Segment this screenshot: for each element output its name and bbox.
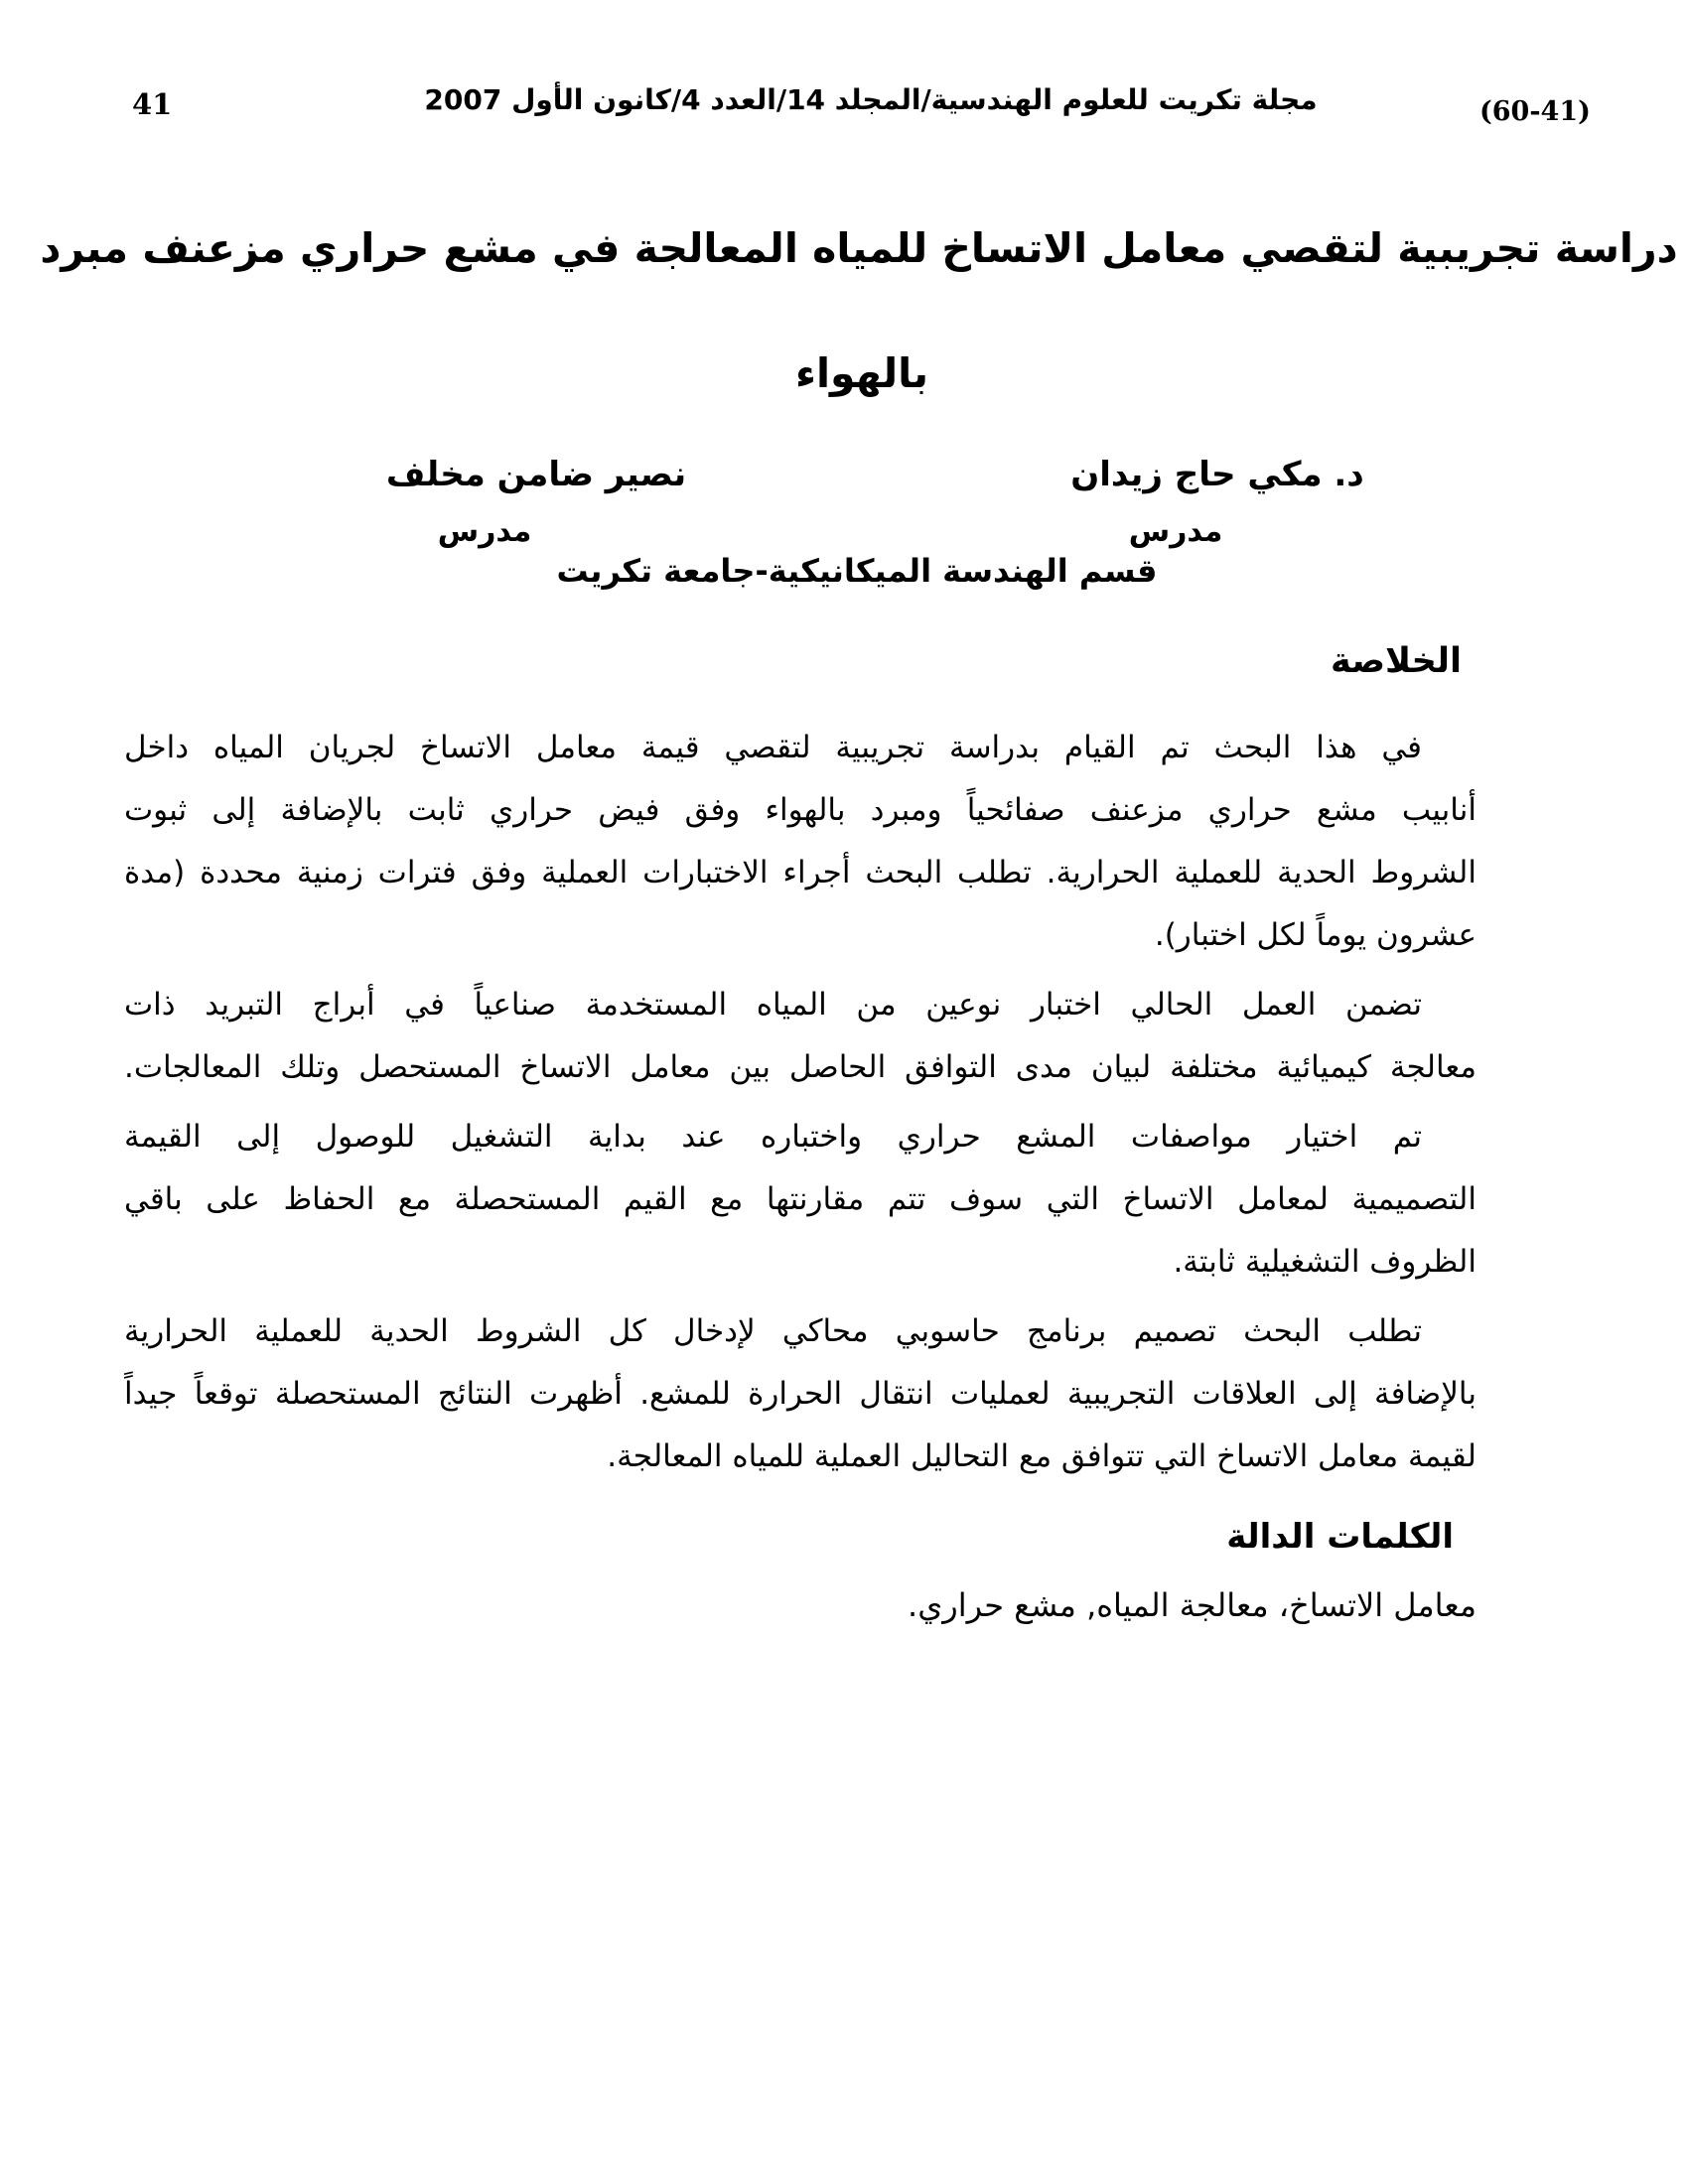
abstract-line: تم اختيار مواصفات المشع حراري واختباره عند بداية التشغيل للوصول إلى القيمة [124,1119,1422,1155]
author-role-first: مدرس [1128,514,1223,549]
abstract-line: عشرون يوماً لكل اختبار). [1154,917,1477,953]
paper-title-line1: دراسة تجريبية لتقصي معامل الاتساخ للمياه المعالجة في مشع حراري مزعنف مبرد [40,224,1678,272]
abstract-line: لقيمة معامل الاتساخ التي تتوافق مع التحاليل العملية للمياه المعالجة. [607,1438,1477,1474]
abstract-heading: الخلاصة [1331,641,1462,681]
abstract-body [124,717,1477,1488]
abstract-line: التصميمية لمعامل الاتساخ التي سوف تتم مقارنتها مع القيم المستحصلة مع الحفاظ على باقي [124,1181,1477,1217]
abstract-line: أنابيب مشع حراري مزعنف صفائحياً ومبرد بالهواء وفق فيض حراري ثابت بالإضافة إلى ثبوت [124,792,1477,828]
page-range: (60-41) [1479,96,1591,127]
author-name-second: نصير ضامن مخلف [385,455,687,494]
abstract-line: تطلب البحث تصميم برنامج حاسوبي محاكي لإدخال كل الشروط الحدية للعملية الحرارية [124,1313,1422,1349]
paper-title-line2: بالهواء [795,349,928,397]
abstract-line: بالإضافة إلى العلاقات التجريبية لعمليات انتقال الحرارة للمشع. أظهرت النتائج المستحصلة توقعاً جيداً [124,1376,1477,1412]
abstract-line: معالجة كيميائية مختلفة لبيان مدى التوافق الحاصل بين معامل الاتساخ المستحصل وتلك المعالجات. [124,1049,1477,1085]
abstract-line: في هذا البحث تم القيام بدراسة تجريبية لتقصي قيمة معامل الاتساخ لجريان المياه داخل [124,730,1422,765]
author-role-second: مدرس [437,514,532,549]
page-number: 41 [132,87,173,121]
abstract-line: تضمن العمل الحالي اختبار نوعين من المياه المستخدمة صناعياً في أبراج التبريد ذات [124,987,1422,1023]
affiliation: قسم الهندسة الميكانيكية-جامعة تكريت [556,552,1158,590]
author-name-first: د. مكي حاج زيدان [1070,455,1364,494]
keywords-heading: الكلمات الدالة [1226,1517,1454,1557]
journal-header-line: مجلة تكريت للعلوم الهندسية/المجلد 14/العدد 4/كانون الأول 2007 [424,83,1318,116]
abstract-line: الظروف التشغيلية ثابتة. [1173,1244,1477,1280]
keywords-text: معامل الاتساخ، معالجة المياه, مشع حراري. [908,1586,1477,1624]
abstract-line: الشروط الحدية للعملية الحرارية. تطلب البحث أجراء الاختبارات العملية وفق فترات زمنية محددة (مدة [124,855,1477,890]
